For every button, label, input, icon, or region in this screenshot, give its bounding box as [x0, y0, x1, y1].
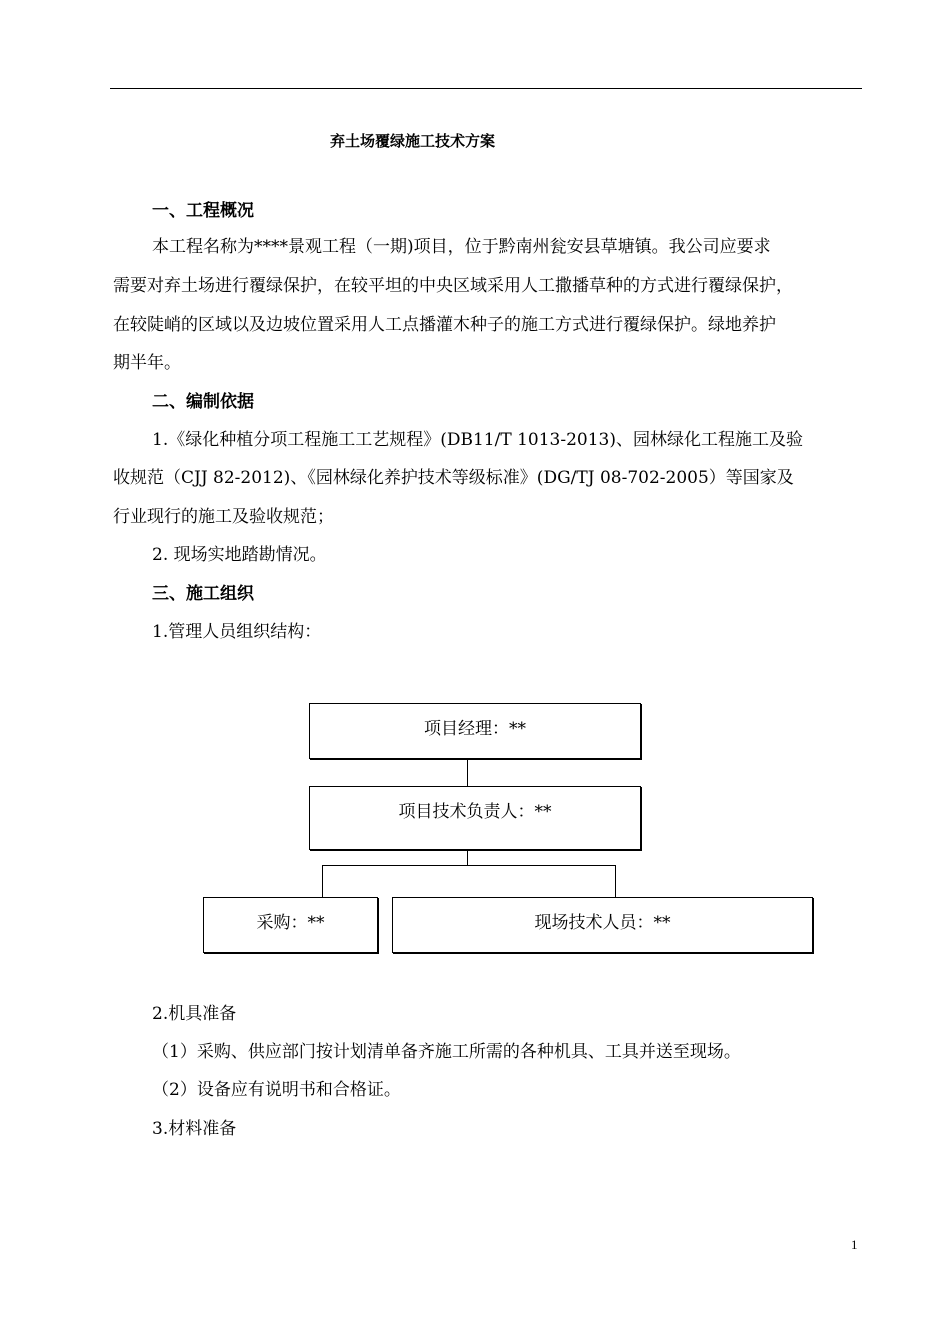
- org-label-manager: 项目经理：**: [424, 719, 526, 739]
- section-2-line: 1.《绿化种植分项工程施工工艺规程》(DB11/T 1013-2013)、园林绿化工程施工及验: [152, 430, 803, 450]
- section-2-line: 收规范（CJJ 82-2012)、《园林绿化养护技术等级标准》(DG/TJ 08-702-2005）等国家及: [113, 468, 794, 488]
- org-label-purchase: 采购：**: [256, 913, 325, 933]
- header-rule: [110, 88, 862, 89]
- section-2-heading: 二、编制依据: [152, 392, 254, 412]
- org-box-tech-lead: [309, 786, 641, 850]
- org-box-site-tech: [392, 897, 813, 953]
- org-connector: [467, 849, 468, 865]
- section-3-line: （1）采购、供应部门按计划清单备齐施工所需的各种机具、工具并送至现场。: [152, 1042, 741, 1062]
- section-3-subheading: 3.材料准备: [152, 1119, 237, 1139]
- page-number: 1: [851, 1237, 858, 1252]
- section-1-heading: 一、工程概况: [152, 201, 254, 221]
- org-box-purchase: [203, 897, 378, 953]
- section-1-line: 本工程名称为****景观工程（一期)项目，位于黔南州瓮安县草塘镇。我公司应要求: [152, 237, 771, 257]
- section-1-line: 期半年。: [113, 353, 181, 373]
- section-1-line: 在较陡峭的区域以及边坡位置采用人工点播灌木种子的施工方式进行覆绿保护。绿地养护: [113, 315, 776, 335]
- section-2-line: 2. 现场实地踏勘情况。: [152, 545, 327, 565]
- org-label-tech-lead: 项目技术负责人：**: [398, 802, 552, 822]
- section-3-line: （2）设备应有说明书和合格证。: [152, 1080, 401, 1100]
- document-title: 弃土场覆绿施工技术方案: [330, 132, 496, 150]
- org-connector: [322, 865, 323, 897]
- section-1-line: 需要对弃土场进行覆绿保护，在较平坦的中央区域采用人工撒播草种的方式进行覆绿保护，: [113, 276, 793, 296]
- section-2-line: 行业现行的施工及验收规范；: [113, 507, 334, 527]
- org-connector: [615, 865, 616, 897]
- org-label-site-tech: 现场技术人员：**: [534, 913, 671, 933]
- section-3-subheading: 2.机具准备: [152, 1004, 237, 1024]
- org-connector: [467, 758, 468, 786]
- org-box-manager: [309, 703, 641, 759]
- section-3-heading: 三、施工组织: [152, 584, 254, 604]
- org-connector: [322, 865, 616, 866]
- section-3-subheading: 1.管理人员组织结构：: [152, 622, 322, 642]
